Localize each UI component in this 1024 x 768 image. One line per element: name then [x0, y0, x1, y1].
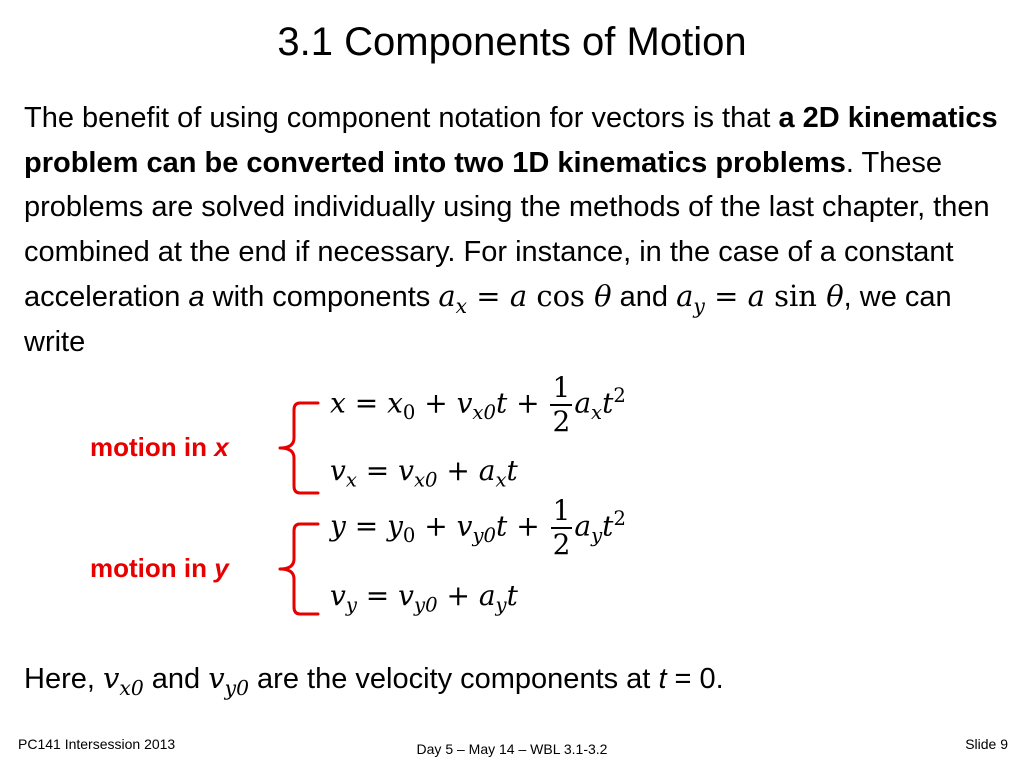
motion-in-x-label: motion in x: [90, 432, 229, 462]
closing-sentence: Here, $v_{x0}$ and $v_{y0}$ are the velocity components at t = 0.: [24, 661, 724, 700]
footer-date: Day 5 – May 14 – WBL 3.1-3.2: [416, 741, 608, 757]
equation-y-velocity: $v_y = v_{y0} + a_yt$: [330, 579, 518, 617]
brace-x-icon: [272, 400, 320, 496]
paragraph-text-4: , we can write: [24, 281, 952, 358]
equation-x-position: $x = x_0 + v_{x0}t$ + $\frac{1}{2}$ $a_xt^2$: [330, 371, 626, 438]
paragraph-and: and: [611, 281, 677, 313]
ay-expression: $a_y = a$ sin θ: [676, 279, 844, 318]
equation-y-position: $y = y_0 + v_{y0}t$ + $\frac{1}{2}$ $a_yt^2$: [330, 494, 626, 561]
brace-y-icon: [272, 521, 320, 617]
paragraph-text-2: . These problems are solved individually using the methods of the last chapter, then combined at the end if necessary. For instance, in the case of a constant acceleration: [24, 146, 990, 313]
acceleration-var: a: [188, 281, 205, 313]
fraction-half: $\frac{1}{2}$: [552, 371, 571, 438]
slide-title: 3.1 Components of Motion: [277, 20, 747, 64]
ax-expression: $a_x = a$ cos θ: [438, 279, 612, 318]
vx0-symbol: $v_{x0}$: [102, 661, 144, 700]
paragraph-bold-text: a 2D kinematics problem can be converted into two 1D kinematics problems: [24, 102, 998, 179]
footer-slide-number: Slide 9: [965, 736, 1008, 752]
fraction-half: $\frac{1}{2}$: [552, 494, 571, 561]
motion-in-y-label: motion in y: [90, 553, 229, 583]
vy0-symbol: $v_{y0}$: [208, 661, 249, 700]
paragraph-text-3: with components: [204, 281, 439, 313]
equation-x-velocity: $v_x = v_{x0} + a_xt$: [330, 454, 518, 492]
paragraph-text-1: The benefit of using component notation for vectors is that: [24, 102, 779, 134]
footer-course: PC141 Intersession 2013: [18, 736, 176, 752]
body-paragraph: [24, 96, 1004, 364]
